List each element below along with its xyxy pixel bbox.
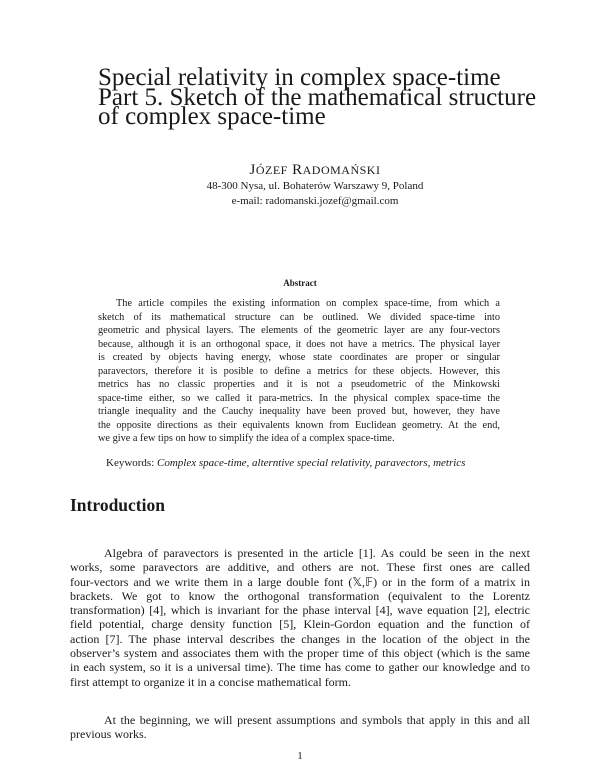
author-address: 48-300 Nysa, ul. Bohaterów Warszawy 9, Poland bbox=[206, 180, 424, 192]
body-line: four-vectors and we write them in a large double font (𝕏,𝔽) or in the form of a matrix in bbox=[70, 574, 530, 589]
body-line: field potential, charge density function [5], Klein-Gordon equation and the function of bbox=[70, 617, 530, 632]
abstract-line: geometric and physical layers. The elements of the geometric layer are any four-vectors bbox=[98, 325, 500, 336]
abstract-line: we give a few tips on how to simplify the idea of a complex space-time. bbox=[98, 433, 395, 444]
abstract-line: is created by objects having energy, whose state coordinates are proper or singular bbox=[98, 352, 500, 363]
title-line: of complex space-time bbox=[98, 103, 326, 130]
section-heading-introduction: Introduction bbox=[70, 495, 165, 515]
introduction-paragraph-2 bbox=[70, 713, 530, 742]
body-line: in each system, so it is a universal time). The time has come to gather our knowledge and to bbox=[70, 660, 530, 675]
keywords bbox=[106, 457, 465, 469]
paper-title bbox=[98, 64, 537, 130]
abstract-line: space-time either, so we called it para-metrics. In the physical complex space-time the bbox=[98, 392, 500, 404]
abstract-heading: Abstract bbox=[283, 278, 317, 288]
body-line: transformation) [4], which is invariant for the phase interval [4], wave equation [2], electric bbox=[70, 603, 530, 618]
abstract-line: the opposite directions as their equivalents known from Euclidean geometry. At the end, bbox=[98, 419, 500, 431]
abstract-line: because, although it is an orthogonal space, it does not have a metrics. The physical layer bbox=[98, 338, 500, 350]
keywords-value: Complex space-time, alterntive special relativity, paravectors, metrics bbox=[157, 457, 466, 469]
body-line: action [7]. The phase interval describes the changes in the location of the object in the bbox=[70, 631, 530, 646]
body-line: works, some paravectors are additive, and others are not. These first ones are called bbox=[70, 560, 530, 575]
body-line: previous works. bbox=[70, 727, 147, 742]
title-line: Special relativity in complex space-time bbox=[98, 64, 501, 91]
title-line: Part 5. Sketch of the mathematical structure bbox=[98, 83, 537, 111]
abstract-line: metrics has no classic properties and it is not a pseudometric of the Minkowski bbox=[98, 379, 500, 390]
introduction-paragraph-1 bbox=[70, 546, 530, 689]
body-line: brackets. We got to know the orthogonal transformation (equivalent to the Lorentz bbox=[70, 588, 530, 603]
author-block bbox=[0, 162, 600, 209]
abstract-line: triangle inequality and the Cauchy inequality have been proved but, however, they have bbox=[98, 406, 500, 417]
abstract-line: sketch of its mathematical structure can be outlined. We divided space-time into bbox=[98, 311, 500, 323]
page-number: 1 bbox=[297, 750, 303, 762]
abstract-line: The article compiles the existing information on complex space-time, from which a bbox=[116, 298, 500, 309]
author-email: e-mail: radomanski.jozef@gmail.com bbox=[231, 195, 399, 207]
body-line: At the beginning, we will present assumptions and symbols that apply in this and all bbox=[104, 713, 530, 727]
body-line: first attempt to organize it in a concise mathematical form. bbox=[70, 674, 352, 689]
abstract-line: paravectors, therefore it is posible to define a metrics for these objects. However, this bbox=[98, 365, 500, 377]
keywords-label: Keywords: bbox=[106, 457, 155, 469]
body-line: Algebra of paravectors is presented in the article [1]. As could be seen in the next bbox=[104, 546, 530, 560]
author-name: JÓZEF RADOMAŃSKI bbox=[249, 162, 381, 178]
abstract-body bbox=[98, 297, 500, 446]
body-line: observer’s system and associates them with the proper time of this object (which is the same bbox=[70, 646, 530, 661]
